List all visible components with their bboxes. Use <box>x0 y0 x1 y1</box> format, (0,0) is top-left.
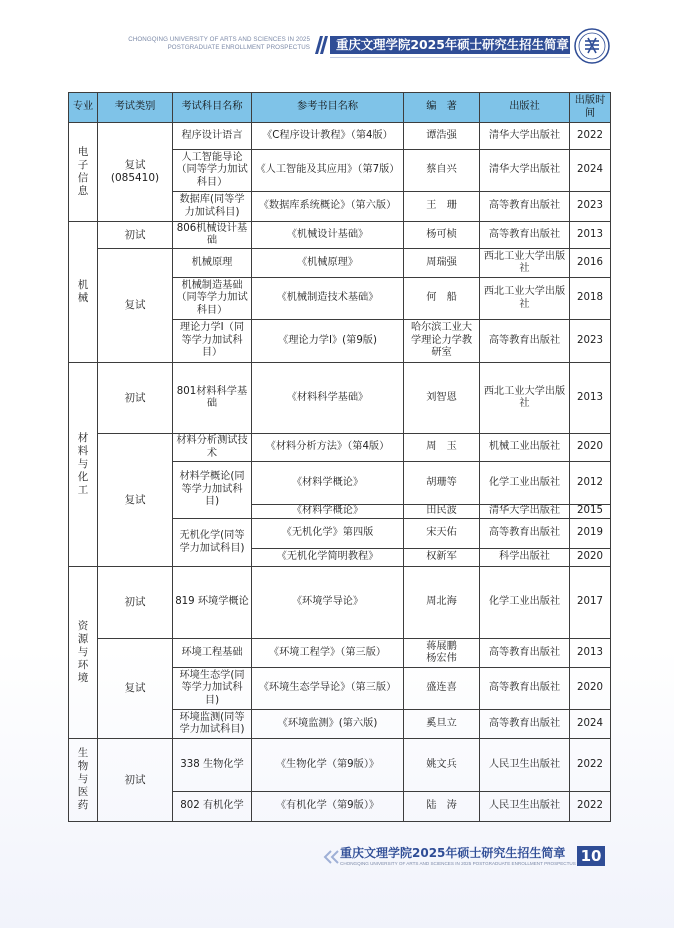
col-header-exam-type: 考试类别 <box>98 93 173 123</box>
year-cell: 2023 <box>570 192 611 222</box>
subject-cell: 338 生物化学 <box>173 739 252 792</box>
book-cell: 《机械原理》 <box>252 249 404 278</box>
publisher-cell: 人民卫生出版社 <box>480 792 570 822</box>
author-cell: 盛连喜 <box>404 668 480 710</box>
table-row <box>69 639 611 668</box>
book-cell: 《数据库系统概论》（第六版） <box>252 192 404 222</box>
year-cell: 2013 <box>570 222 611 249</box>
publisher-cell: 化学工业出版社 <box>480 567 570 639</box>
exam-type-cell: 复试 <box>98 249 173 363</box>
publisher-cell: 高等教育出版社 <box>480 639 570 668</box>
book-cell: 《人工智能及其应用》（第7版） <box>252 150 404 192</box>
publisher-cell: 科学出版社 <box>480 549 570 567</box>
col-header-subject: 考试科目名称 <box>173 93 252 123</box>
subject-cell: 环境生态学(同等学力加试科目) <box>173 668 252 710</box>
subject-cell: 806机械设计基础 <box>173 222 252 249</box>
subject-cell: 环境工程基础 <box>173 639 252 668</box>
book-cell: 《环境生态学导论》（第三版） <box>252 668 404 710</box>
year-cell: 2017 <box>570 567 611 639</box>
author-cell: 胡珊等 <box>404 462 480 505</box>
reference-book-table <box>68 92 611 822</box>
book-cell: 《环境工程学》（第三版） <box>252 639 404 668</box>
author-cell: 刘智恩 <box>404 363 480 434</box>
publisher-cell: 清华大学出版社 <box>480 123 570 150</box>
publisher-cell: 化学工业出版社 <box>480 462 570 505</box>
publisher-cell: 清华大学出版社 <box>480 150 570 192</box>
year-cell: 2022 <box>570 792 611 822</box>
author-cell: 权新军 <box>404 549 480 567</box>
col-header-book: 参考书目名称 <box>252 93 404 123</box>
book-cell: 《环境学导论》 <box>252 567 404 639</box>
author-cell: 陆 涛 <box>404 792 480 822</box>
publisher-cell: 高等教育出版社 <box>480 320 570 363</box>
major-cell: 材料与化工 <box>69 363 98 567</box>
page-footer <box>0 846 674 876</box>
author-cell: 哈尔滨工业大学理论力学教研室 <box>404 320 480 363</box>
major-cell: 生物与医药 <box>69 739 98 822</box>
year-cell: 2023 <box>570 320 611 363</box>
subject-cell: 人工智能导论（同等学力加试科目） <box>173 150 252 192</box>
publisher-cell: 西北工业大学出版社 <box>480 249 570 278</box>
col-header-major: 专业 <box>69 93 98 123</box>
book-cell: 《材料科学基础》 <box>252 363 404 434</box>
publisher-cell: 清华大学出版社 <box>480 505 570 519</box>
book-cell: 《理论力学I》(第9版) <box>252 320 404 363</box>
subject-cell: 程序设计语言 <box>173 123 252 150</box>
header-en-line1: CHONGQING UNIVERSITY OF ARTS AND SCIENCES IN 2025 <box>128 36 310 43</box>
exam-type-cell: 初试 <box>98 739 173 822</box>
year-cell: 2015 <box>570 505 611 519</box>
exam-type-cell: 复试 <box>98 434 173 567</box>
year-cell: 2020 <box>570 668 611 710</box>
subject-cell: 环境监测(同等学力加试科目) <box>173 710 252 739</box>
subject-cell: 无机化学(同等学力加试科目) <box>173 519 252 567</box>
subject-cell: 802 有机化学 <box>173 792 252 822</box>
subject-cell: 数据库(同等学力加试科目) <box>173 192 252 222</box>
publisher-cell: 高等教育出版社 <box>480 668 570 710</box>
author-cell: 周瑞强 <box>404 249 480 278</box>
publisher-cell: 高等教育出版社 <box>480 192 570 222</box>
author-cell: 谭浩强 <box>404 123 480 150</box>
year-cell: 2013 <box>570 639 611 668</box>
major-cell: 电子信息 <box>69 123 98 222</box>
year-cell: 2019 <box>570 519 611 549</box>
exam-type-cell: 初试 <box>98 363 173 434</box>
table-row <box>69 434 611 462</box>
publisher-cell: 人民卫生出版社 <box>480 739 570 792</box>
book-cell: 《材料分析方法》（第4版） <box>252 434 404 462</box>
year-cell: 2024 <box>570 150 611 192</box>
publisher-cell: 机械工业出版社 <box>480 434 570 462</box>
book-cell: 《环境监测》(第六版) <box>252 710 404 739</box>
university-logo-icon <box>574 28 610 64</box>
major-cell: 机械 <box>69 222 98 363</box>
book-cell: 《机械制造技术基础》 <box>252 278 404 320</box>
page-number: 10 <box>577 846 605 866</box>
author-cell: 姚文兵 <box>404 739 480 792</box>
col-header-author: 编 著 <box>404 93 480 123</box>
header-en-line2: POSTGRADUATE ENROLLMENT PROSPECTUS <box>167 44 310 51</box>
header-divider <box>330 57 570 58</box>
publisher-cell: 高等教育出版社 <box>480 710 570 739</box>
major-cell: 资源与环境 <box>69 567 98 739</box>
book-cell: 《无机化学》第四版 <box>252 519 404 549</box>
footer-chevron-icon <box>322 850 342 864</box>
subject-cell: 机械原理 <box>173 249 252 278</box>
year-cell: 2018 <box>570 278 611 320</box>
subject-cell: 材料分析测试技术 <box>173 434 252 462</box>
publisher-cell: 西北工业大学出版社 <box>480 278 570 320</box>
author-cell: 周北海 <box>404 567 480 639</box>
subject-cell: 材料学概论(同等学力加试科目) <box>173 462 252 519</box>
exam-type-cell: 初试 <box>98 567 173 639</box>
exam-type-cell: 复试 <box>98 639 173 739</box>
header-english-subtitle <box>70 36 310 52</box>
footer-title: 重庆文理学院2025年硕士研究生招生简章 <box>340 846 566 860</box>
author-cell: 田民波 <box>404 505 480 519</box>
header-slash-icon <box>314 36 328 54</box>
table-row <box>69 249 611 278</box>
book-cell: 《机械设计基础》 <box>252 222 404 249</box>
author-cell: 周 玉 <box>404 434 480 462</box>
table-row <box>69 363 611 434</box>
year-cell: 2020 <box>570 549 611 567</box>
author-cell: 何 船 <box>404 278 480 320</box>
author-cell: 蔡自兴 <box>404 150 480 192</box>
year-cell: 2024 <box>570 710 611 739</box>
year-cell: 2012 <box>570 462 611 505</box>
footer-english-subtitle: CHONGQING UNIVERSITY OF ARTS AND SCIENCES IN 2025 POSTGRADUATE ENROLLMENT PROSPECTUS <box>340 861 576 866</box>
subject-cell: 理论力学I（同等学力加试科目） <box>173 320 252 363</box>
table-row <box>69 123 611 150</box>
year-cell: 2022 <box>570 123 611 150</box>
col-header-publisher: 出版社 <box>480 93 570 123</box>
page-header <box>0 30 674 70</box>
header-title: 重庆文理学院2025年硕士研究生招生简章 <box>330 36 570 54</box>
publisher-cell: 西北工业大学出版社 <box>480 363 570 434</box>
author-cell: 奚旦立 <box>404 710 480 739</box>
book-cell: 《无机化学简明教程》 <box>252 549 404 567</box>
publisher-cell: 高等教育出版社 <box>480 222 570 249</box>
col-header-year: 出版时间 <box>570 93 611 123</box>
year-cell: 2013 <box>570 363 611 434</box>
book-cell: 《C程序设计教程》（第4版） <box>252 123 404 150</box>
book-cell: 《材料学概论》 <box>252 505 404 519</box>
exam-type-cell: 初试 <box>98 222 173 249</box>
year-cell: 2016 <box>570 249 611 278</box>
subject-cell: 819 环境学概论 <box>173 567 252 639</box>
author-cell: 宋天佑 <box>404 519 480 549</box>
year-cell: 2022 <box>570 739 611 792</box>
year-cell: 2020 <box>570 434 611 462</box>
exam-type-cell: 复试 (085410) <box>98 123 173 222</box>
book-cell: 《生物化学（第9版）》 <box>252 739 404 792</box>
table-row <box>69 567 611 639</box>
book-cell: 《有机化学（第9版）》 <box>252 792 404 822</box>
table-row <box>69 739 611 792</box>
table-header-row <box>69 93 611 123</box>
subject-cell: 机械制造基础（同等学力加试科目） <box>173 278 252 320</box>
publisher-cell: 高等教育出版社 <box>480 519 570 549</box>
book-cell: 《材料学概论》 <box>252 462 404 505</box>
author-cell: 杨可桢 <box>404 222 480 249</box>
author-cell: 蒋展鹏 杨宏伟 <box>404 639 480 668</box>
author-cell: 王 珊 <box>404 192 480 222</box>
subject-cell: 801材料科学基础 <box>173 363 252 434</box>
table-row <box>69 222 611 249</box>
